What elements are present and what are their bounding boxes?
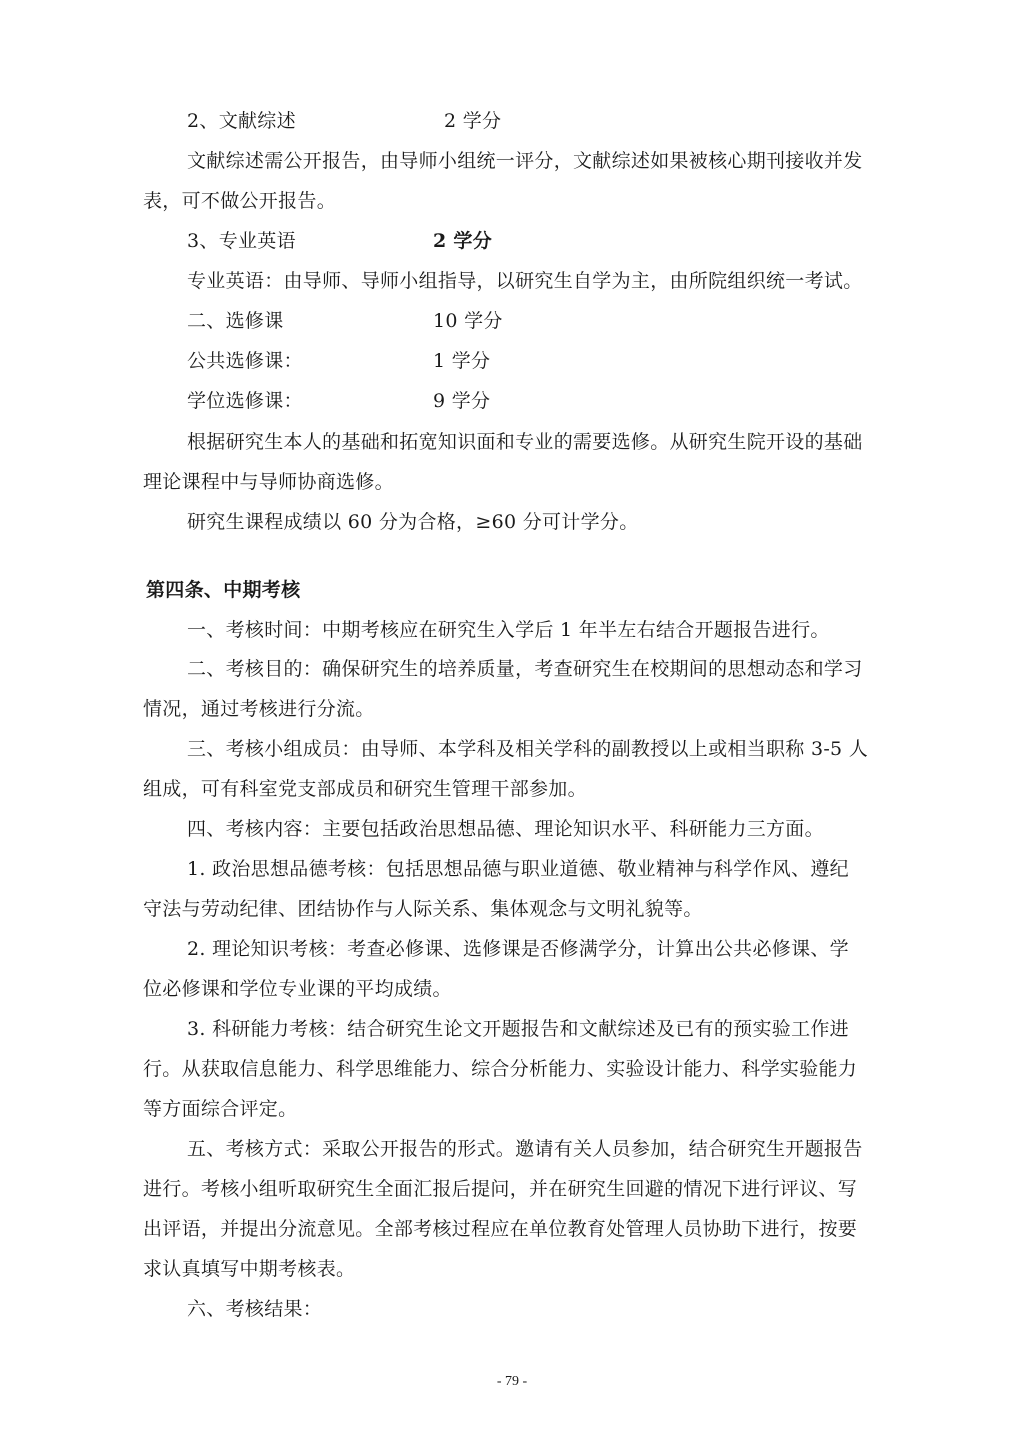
paragraph-line: 3. 科研能力考核：结合研究生论文开题报告和文献综述及已有的预实验工作进	[187, 1018, 849, 1040]
section-heading: 第四条、中期考核	[146, 579, 301, 601]
paragraph-line: 六、考核结果：	[187, 1298, 323, 1320]
paragraph-line: 专业英语：由导师、导师小组指导，以研究生自学为主，由所院组织统一考试。	[187, 270, 863, 292]
course-row-public-electives	[187, 349, 491, 373]
paragraph-line: 一、考核时间：中期考核应在研究生入学后 1 年半左右结合开题报告进行。	[187, 619, 830, 641]
paragraph-line: 守法与劳动纪律、团结协作与人际关系、集体观念与文明礼貌等。	[143, 898, 703, 920]
course-label: 二、选修课	[187, 310, 284, 332]
paragraph-line: 情况，通过考核进行分流。	[143, 698, 375, 720]
page-number: - 79 -	[496, 1374, 528, 1389]
course-row-professional-english	[187, 229, 493, 253]
course-row-degree-electives	[187, 389, 491, 413]
paragraph-line: 行。从获取信息能力、科学思维能力、综合分析能力、实验设计能力、科学实验能力	[143, 1058, 858, 1080]
paragraph-line: 五、考核方式：采取公开报告的形式。邀请有关人员参加，结合研究生开题报告	[187, 1138, 863, 1160]
paragraph-line: 进行。考核小组听取研究生全面汇报后提问，并在研究生回避的情况下进行评议、写	[143, 1178, 858, 1200]
course-label: 3、专业英语	[187, 230, 296, 252]
course-label: 公共选修课：	[187, 350, 303, 372]
course-row-literature-review	[187, 109, 502, 133]
paragraph-line: 根据研究生本人的基础和拓宽知识面和专业的需要选修。从研究生院开设的基础	[187, 431, 863, 453]
course-row-electives	[187, 309, 503, 333]
course-credit: 2 学分	[444, 110, 502, 132]
paragraph-line: 研究生课程成绩以 60 分为合格，≥60 分可计学分。	[187, 511, 639, 533]
paragraph-line: 求认真填写中期考核表。	[143, 1258, 356, 1280]
course-label: 2、文献综述	[187, 110, 296, 132]
paragraph-line: 表，可不做公开报告。	[143, 190, 337, 212]
paragraph-line: 等方面综合评定。	[143, 1098, 298, 1120]
paragraph-line: 1. 政治思想品德考核：包括思想品德与职业道德、敬业精神与科学作风、遵纪	[187, 858, 849, 880]
paragraph-line: 二、考核目的：确保研究生的培养质量，考查研究生在校期间的思想动态和学习	[187, 658, 863, 680]
course-credit: 9 学分	[433, 390, 491, 412]
paragraph-line: 四、考核内容：主要包括政治思想品德、理论知识水平、科研能力三方面。	[187, 818, 824, 840]
course-credit: 10 学分	[433, 310, 503, 332]
paragraph-line: 三、考核小组成员：由导师、本学科及相关学科的副教授以上或相当职称 3-5 人	[187, 738, 869, 760]
course-credit: 2 学分	[433, 230, 493, 252]
paragraph-line: 理论课程中与导师协商选修。	[143, 471, 394, 493]
paragraph-line: 出评语，并提出分流意见。全部考核过程应在单位教育处管理人员协助下进行，按要	[143, 1218, 858, 1240]
paragraph-line: 文献综述需公开报告，由导师小组统一评分，文献综述如果被核心期刊接收并发	[187, 150, 863, 172]
paragraph-line: 位必修课和学位专业课的平均成绩。	[143, 978, 452, 1000]
course-credit: 1 学分	[433, 350, 491, 372]
course-label: 学位选修课：	[187, 390, 303, 412]
paragraph-line: 组成，可有科室党支部成员和研究生管理干部参加。	[143, 778, 587, 800]
paragraph-line: 2. 理论知识考核：考查必修课、选修课是否修满学分，计算出公共必修课、学	[187, 938, 849, 960]
